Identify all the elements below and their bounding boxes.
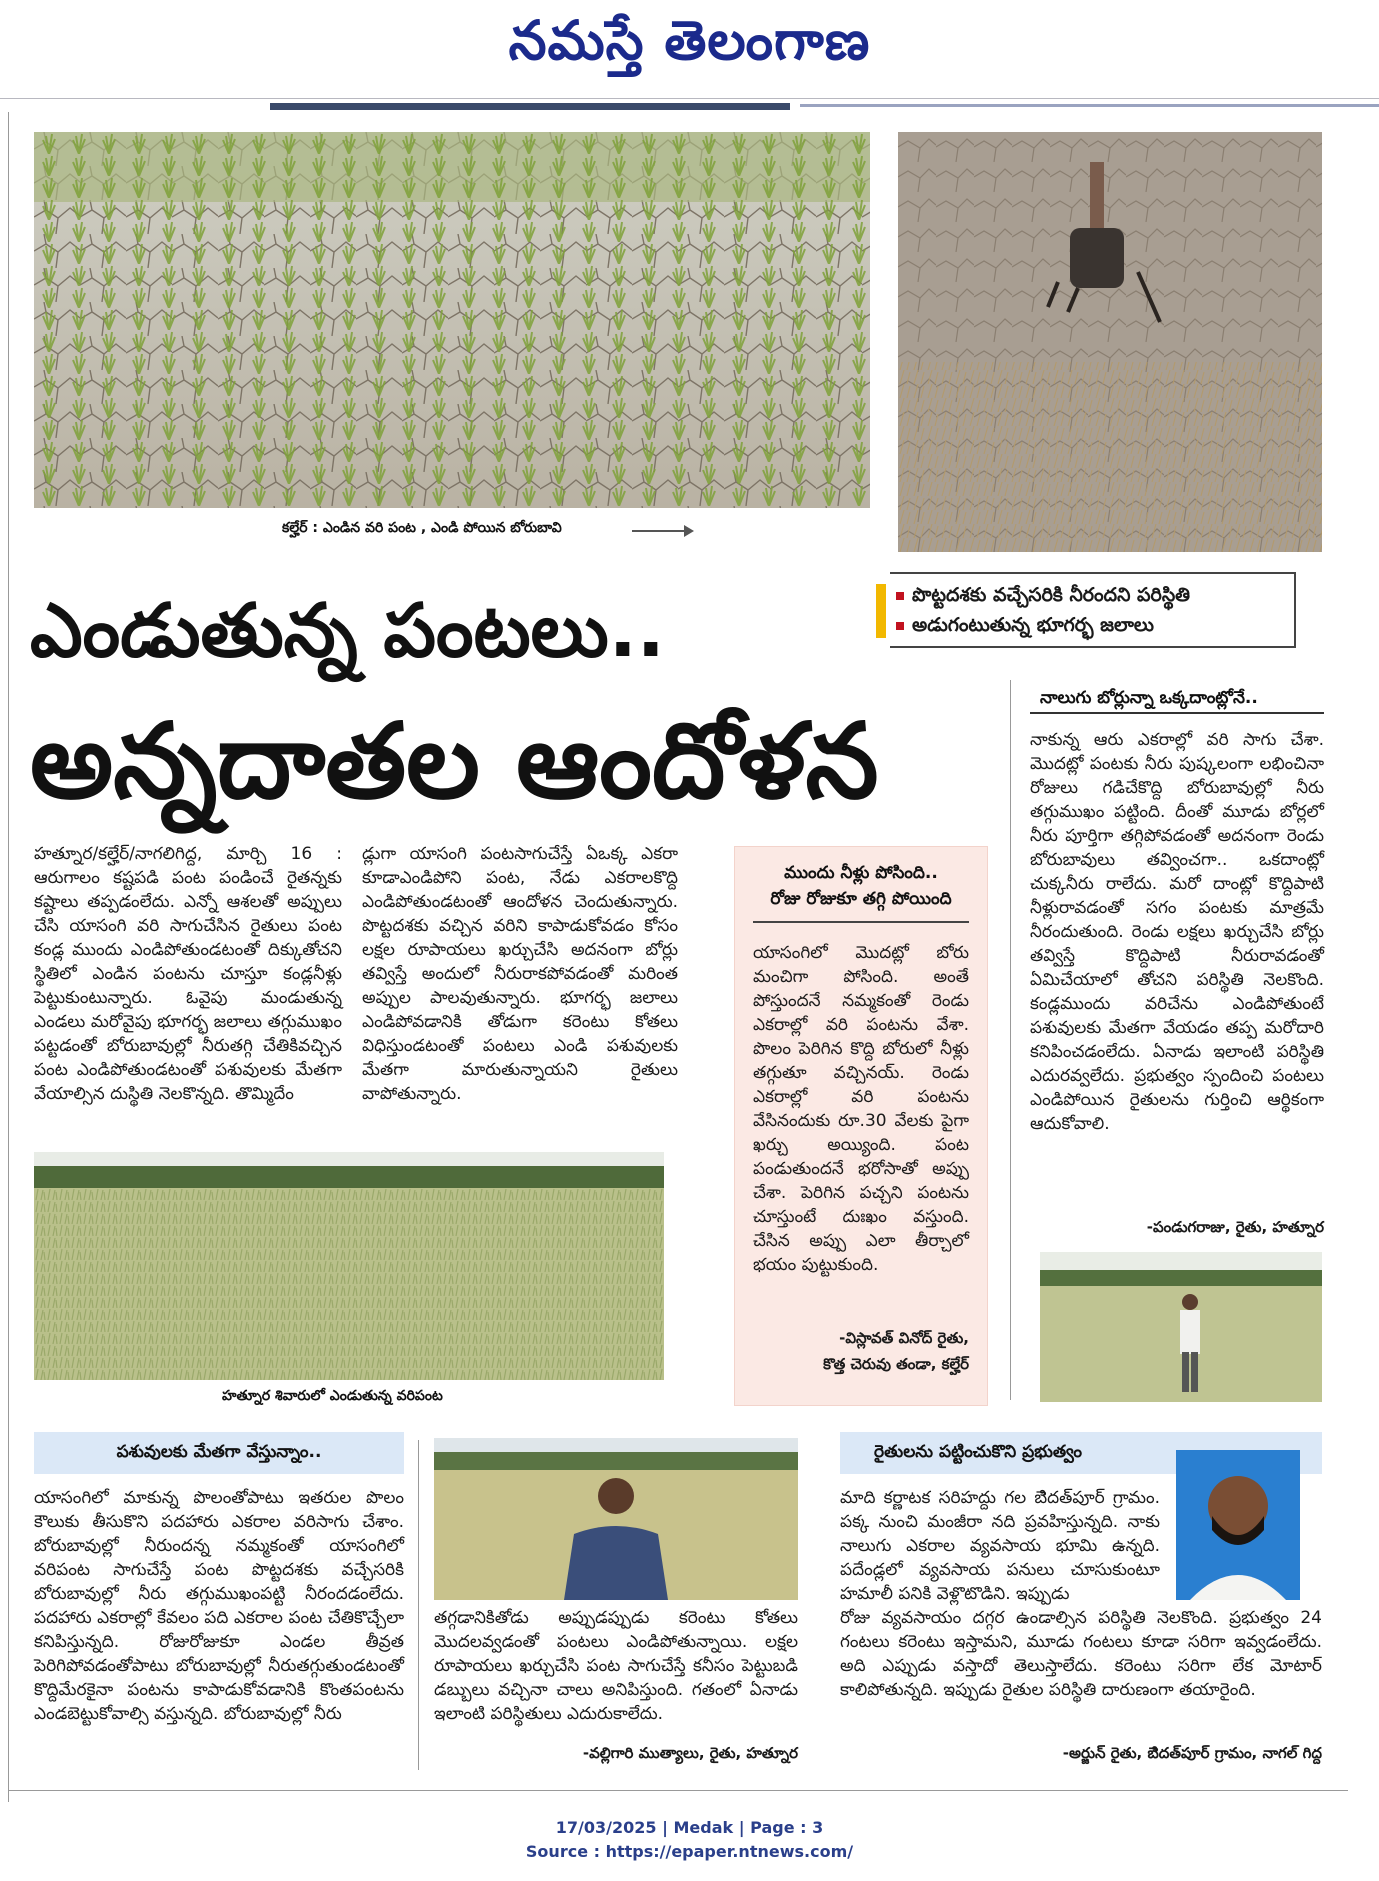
photo-caption-middle: హత్నూర శివారులో ఎండుతున్న వరిపంట [222, 1388, 443, 1404]
bullet-item: అడుగంటుతున్న భూగర్భ జలాలు [912, 614, 1154, 641]
headline-line1: ఎండుతున్న పంటలు.. [30, 588, 665, 674]
pink-box-signature2: కొత్త చెరువు తండా, కల్హేర్ [823, 1355, 969, 1373]
photo-woman-farmer [434, 1438, 798, 1600]
pink-box-rule [753, 921, 969, 923]
right-story-rule [1030, 712, 1324, 714]
bottom-right-title: రైతులను పట్టించుకొని ప్రభుత్వం [874, 1442, 1083, 1462]
bottom-right-body-top: మాది కర్ణాటక సరిహద్దు గల బెిదత్‌పూర్ గ్రామం. పక్క నుంచి మంజీరా నది ప్రవహిస్తున్నది. నాకు నాలుగు ఎకరాల వ్యవసాయ భూమి ఉన్నది. పదేండ్లలో వ్యవసాయ పనులు చూసుకుంటూ హమాలీ పనికి వెళ్లొటొడిని. ఇప్పుడు [840, 1488, 1160, 1604]
pink-box-signature1: -విస్లావత్ వినోద్ రైతు, [839, 1329, 969, 1347]
masthead [0, 0, 1379, 110]
footer-source[interactable]: Source : https://epaper.ntnews.com/ [525, 1842, 854, 1861]
masthead-rule-light [800, 104, 1379, 107]
caption-arrow-icon [632, 530, 692, 532]
pink-box-body: యాసంగిలో మొదట్లో బోరు మంచిగా పోసింది. అంతే పోస్తుందనే నమ్మకంతో రెండు ఎకరాల్లో వరి పంటను వేశా. పొలం పెరిగిన కొద్ది బోరులో నీళ్లు తగ్గుతూ వచ్చినయ్. రెండు ఎకరాల్లో వరి పంటను వేసినందుకు రూ.30 వేలకు పైగా ఖర్చు అయ్యింది. పంట పండుతుందనే భరోసాతో అప్పు చేశా. పెరిగిన పచ్చని పంటను చూస్తుంటే దుఃఖం వస్తుంది. చేసిన అప్పు ఎలా తీర్చాలో భయం పుట్టుకుంది. [753, 943, 969, 1275]
masthead-rule [0, 98, 1379, 99]
bottom-left-body-continued: తగ్గడానికితోడు అప్పుడప్పుడు కరెంటు కోతలు మొదలవ్వడంతో పంటలు ఎండిపోతున్నాయి. లక్షల రూపాయలు ఖర్చుచేసి పంట సాగుచేస్తే కనీసం పెట్టుబడి డబ్బులు వచ్చినా చాలు అనిపిస్తుంది. గతంలో ఏనాడు ఇలాంటి పరిస్థితులు ఎదురుకాలేదు. [434, 1608, 798, 1724]
photo-cracked-paddy-field [34, 132, 870, 508]
bottom-left-title: పశువులకు మేతగా వేస్తున్నాం.. [116, 1442, 322, 1462]
headline-line2: అన్నదాతల ఆందోళన [30, 700, 879, 822]
column-divider [418, 1440, 419, 1770]
bottom-left-signature: -వల్లిగారి ముత్యాలు, రైతు, హత్నూర [582, 1744, 798, 1762]
photo-farmer-pandugaraju [1040, 1252, 1322, 1402]
bullet-item: పొట్టదశకు వచ్చేసరికి నీరందని పరిస్థితి [912, 584, 1190, 611]
pink-box-title1: ముందు నీళ్లు పోసింది.. [784, 863, 938, 883]
bottom-left-body: యాసంగిలో మాకున్న పొలంతోపాటు ఇతరుల పొలం కౌలుకు తీసుకొని పదహారు ఎకరాల వరిసాగు చేశాం. బోరుబావుల్లో నీరుందన్న నమ్మకంతో యాసంగిలో వరిపంట సాగుచేస్తే పంట పొట్టదశకు వచ్చేసరికి బోరుబావుల్లో నీరు తగ్గుముఖంపట్టి నీరందడంలేదు. పదహారు ఎకరాల్లో కేవలం పది ఎకరాల పంట చేతికొచ్చేలా కనిపిస్తున్నది. రోజురోజుకూ ఎండల తీవ్రత పెరిగిపోవడంతోపాటు బోరుబావుల్లో నీరుతగ్గుతుండటంతో కొద్దిమేరకైనా పంటను కాపాడుకోవడానికి కొంతపంటను ఎండబెట్టుకోవాల్సి వస్తున్నది. బోరుబావుల్లో నీరు [34, 1488, 404, 1724]
right-story-body: నాకున్న ఆరు ఎకరాల్లో వరి సాగు చేశా. మొదట్లో పంటకు నీరు పుష్కలంగా లభించినా రోజులు గడిచేకొద్ది బోరుబావుల్లో నీరు తగ్గుముఖం పట్టింది. దీంతో మూడు బోర్లలో నీరు పూర్తిగా తగ్గిపోవడంతో అదనంగా రెండు బోరుబావులు తవ్వించగా.. ఒకదాంట్లో చుక్కనీరు రాలేదు. మరో దాంట్లో కొద్దిపాటి నీళ్లురావడంతో సగం పంటకు మాత్రమే నీరందుతుంది. రెండు లక్షలు ఖర్చుచేసి బోర్లు తవ్విస్తే కొద్దిపాటి నీరురావడంతో ఏమిచేయాలో తోచని పరిస్థితి నెలకొంది. కండ్లముందు వరిచేను ఎండిపోతుంటే పశువులకు మేతగా వేయడం తప్ప మరోదారి కనిపించడంలేదు. ఏనాడు ఇలాంటి పరిస్థితి ఎదురవ్వలేదు. ప్రభుత్వం స్పందించి పంటలు ఎండిపోయిన రైతులను గుర్తించి ఆర్థికంగా ఆదుకోవాలి. [1030, 730, 1324, 1134]
photo-caption-top: కల్హేర్ : ఎండిన వరి పంట , ఎండి పోయిన బోరుబావి [282, 520, 562, 536]
pink-box-title2: రోజు రోజుకూ తగ్గి పోయింది [770, 889, 952, 909]
bottom-rule [8, 1790, 1348, 1791]
bottom-left-title-bar [34, 1432, 404, 1474]
photo-arjun-portrait [1176, 1450, 1300, 1600]
photo-dry-borewell [898, 132, 1322, 552]
left-border [8, 112, 9, 1802]
column-divider [1010, 680, 1011, 1400]
masthead-rule-dark [270, 103, 790, 110]
bottom-right-body-bottom: రోజు వ్యవసాయం దగ్గర ఉండాల్సిన పరిస్థితి నెలకొంది. ప్రభుత్వం 24 గంటలు కరెంటు ఇస్తామని, మూడు గంటలు కూడా సరిగా ఇవ్వడంలేదు. అది ఎప్పుడు వస్తాదో తెలుస్తాలేదు. కరెంటు సరిగా లేక మోటార్ కాలిపోతున్నది. ఇప్పుడు రైతుల పరిస్థితి దారుణంగా తయారైంది. [840, 1608, 1322, 1700]
lead-column-2: డ్లుగా యాసంగి పంటసాగుచేస్తే ఏఒక్క ఎకరా కూడాఎండిపోని పంట, నేడు ఎకరాలకొద్ది ఎండిపోతుండటంతో ఆందోళన చెందుతున్నారు. పొట్టదశకు వచ్చిన వరిని కాపాడుకోవడం కోసం లక్షల రూపాయలు ఖర్చుచేసి అదనంగా బోర్లు తవ్విస్తే అందులో నీరురాకపోవడంతో మరింత అప్పుల పాలవుతున్నారు. భూగర్భ జలాలు ఎండిపోవడానికి తోడుగా కరెంటు కోతలు విధిస్తుండటంతో పంటలు ఎండి పశువులకు మేతగా మారుతున్నాయని రైతులు వాపోతున్నారు. [362, 844, 678, 1104]
bullet-accent-bar [876, 584, 886, 638]
right-story-signature: -పండుగరాజు, రైతు, హత్నూర [1146, 1218, 1324, 1236]
right-story-title: నాలుగు బోర్లున్నా ఒక్కదాంట్లోనే.. [1040, 688, 1258, 708]
bottom-right-signature: -అర్జున్ రైతు, బెిదత్‌పూర్ గ్రామం, నాగల్ గిద్ద [1062, 1744, 1322, 1762]
pink-sidebar-box [734, 846, 988, 1406]
photo-drying-paddy [34, 1152, 664, 1380]
lead-column-1: హత్నూర/కల్హేర్/నాగలిగిద్ద, మార్చి 16 : ఆరుగాలం కష్టపడి పంట పండించే రైతన్నకు కష్టాలు తప్పడంలేదు. ఎన్నో ఆశలతో అప్పులు చేసి యాసంగి వరి సాగుచేసిన రైతులు పంట కండ్ల ముందు ఎండిపోతుండటంతో దిక్కుతోచని స్థితిలో ఎండిన పంటను చూస్తూ కండ్లనీళ్లు పెట్టుకుంటున్నారు. ఓవైపు మండుతున్న ఎండలు మరోవైపు భూగర్భ జలాలు తగ్గుముఖం పట్టడంతో బోరుబావుల్లో నీరుతగ్గి చేతికివచ్చిన పంట ఎండిపోతుండటంతో పశువులకు మేతగా వేయాల్సిన దుస్థితి నెలకొన్నది. తొమ్మిదేం [34, 844, 342, 1104]
footer-date-page: 17/03/2025 | Medak | Page : 3 [555, 1818, 824, 1837]
newspaper-title: నమస్తే తెలంగాణ [508, 8, 871, 72]
subhead-bullets [890, 572, 1296, 648]
